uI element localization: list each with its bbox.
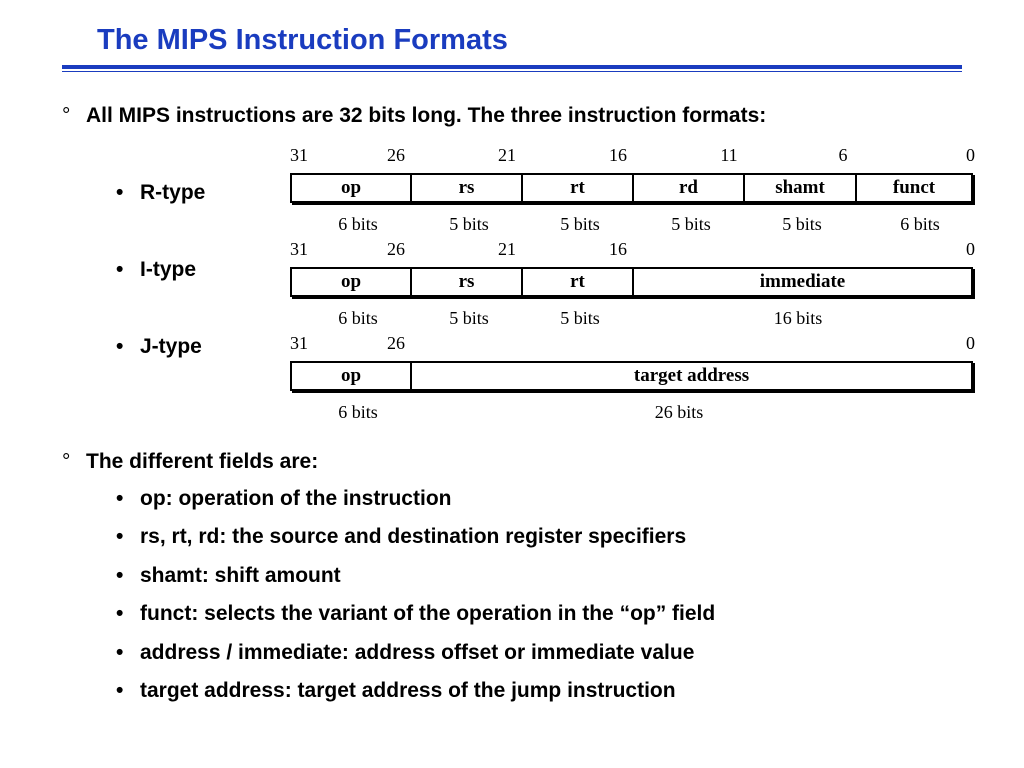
field-description-text: rs, rt, rd: the source and destination register specifiers [140, 525, 687, 548]
bit-number: 21 [498, 145, 516, 165]
field-description-text: op: operation of the instruction [140, 487, 452, 510]
title-underline-thin [62, 71, 962, 72]
field-description-item [116, 487, 451, 511]
j-type-field-box [290, 361, 973, 391]
r-type-field-box [290, 173, 973, 203]
field-rt: rt [523, 269, 634, 295]
field-width-label: 26 bits [654, 402, 704, 422]
bit-number: 26 [387, 333, 405, 353]
field-target-address: target address [633, 365, 750, 386]
field-funct: funct [892, 177, 936, 198]
bit-number: 26 [387, 145, 405, 165]
sub-bullet-symbol: • [116, 335, 124, 358]
sub-bullet-symbol: • [116, 679, 124, 702]
field-description-item [116, 641, 694, 665]
format-label-i-type [116, 258, 196, 282]
field-rs: rs [412, 175, 523, 201]
field-description-item [116, 679, 676, 703]
field-description-text: address / immediate: address offset or immediate value [140, 641, 695, 664]
field-width-label: 5 bits [782, 214, 822, 234]
field-description-text: target address: target address of the jump instruction [140, 679, 676, 702]
bullet-symbol: ° [62, 104, 71, 127]
field-width-label: 6 bits [900, 214, 940, 234]
bit-number: 11 [720, 145, 738, 165]
field-description-text: funct: selects the variant of the operation in the “op” field [140, 602, 716, 625]
field-shamt: shamt [745, 175, 857, 201]
title-underline-thick [62, 65, 962, 69]
field-description-text: shamt: shift amount [140, 564, 341, 587]
bit-number: 21 [498, 239, 516, 259]
format-label-text: R-type [140, 181, 206, 204]
field-immediate: immediate [759, 271, 846, 292]
field-op: op [292, 175, 412, 201]
bit-number: 0 [966, 145, 975, 165]
i-type-field-box [290, 267, 973, 297]
field-description-item [116, 602, 715, 626]
bit-number: 31 [290, 333, 308, 353]
format-label-text: I-type [140, 258, 197, 281]
bit-number: 31 [290, 145, 308, 165]
page-title: The MIPS Instruction Formats [97, 24, 508, 56]
field-width-label: 5 bits [560, 308, 600, 328]
field-width-label: 6 bits [338, 214, 378, 234]
format-label-r-type [116, 181, 205, 205]
field-width-label: 6 bits [338, 402, 378, 422]
fields-heading-bullet [62, 450, 318, 474]
bit-number: 16 [609, 145, 627, 165]
fields-heading-text: The different fields are: [86, 450, 319, 473]
sub-bullet-symbol: • [116, 525, 124, 548]
bit-number: 6 [838, 145, 848, 165]
field-rd: rd [634, 175, 745, 201]
field-description-item [116, 564, 341, 588]
format-label-j-type [116, 335, 202, 359]
sub-bullet-symbol: • [116, 487, 124, 510]
bit-number: 16 [609, 239, 627, 259]
bullet-symbol: ° [62, 450, 71, 473]
sub-bullet-symbol: • [116, 258, 124, 281]
field-width-label: 5 bits [560, 214, 600, 234]
bit-number: 31 [290, 239, 308, 259]
intro-bullet [62, 104, 766, 128]
intro-text: All MIPS instructions are 32 bits long. The three instruction formats: [86, 104, 767, 127]
field-width-label: 6 bits [338, 308, 378, 328]
field-description-item [116, 525, 686, 549]
sub-bullet-symbol: • [116, 181, 124, 204]
field-op: op [292, 363, 412, 389]
field-rs: rs [412, 269, 523, 295]
field-op: op [292, 269, 412, 295]
field-width-label: 5 bits [449, 308, 489, 328]
bit-number: 26 [387, 239, 405, 259]
format-label-text: J-type [140, 335, 202, 358]
field-width-label: 5 bits [449, 214, 489, 234]
bit-number: 0 [966, 239, 975, 259]
field-width-label: 5 bits [671, 214, 711, 234]
sub-bullet-symbol: • [116, 602, 124, 625]
sub-bullet-symbol: • [116, 564, 124, 587]
sub-bullet-symbol: • [116, 641, 124, 664]
field-width-label: 16 bits [773, 308, 823, 328]
field-rt: rt [523, 175, 634, 201]
bit-number: 0 [966, 333, 975, 353]
